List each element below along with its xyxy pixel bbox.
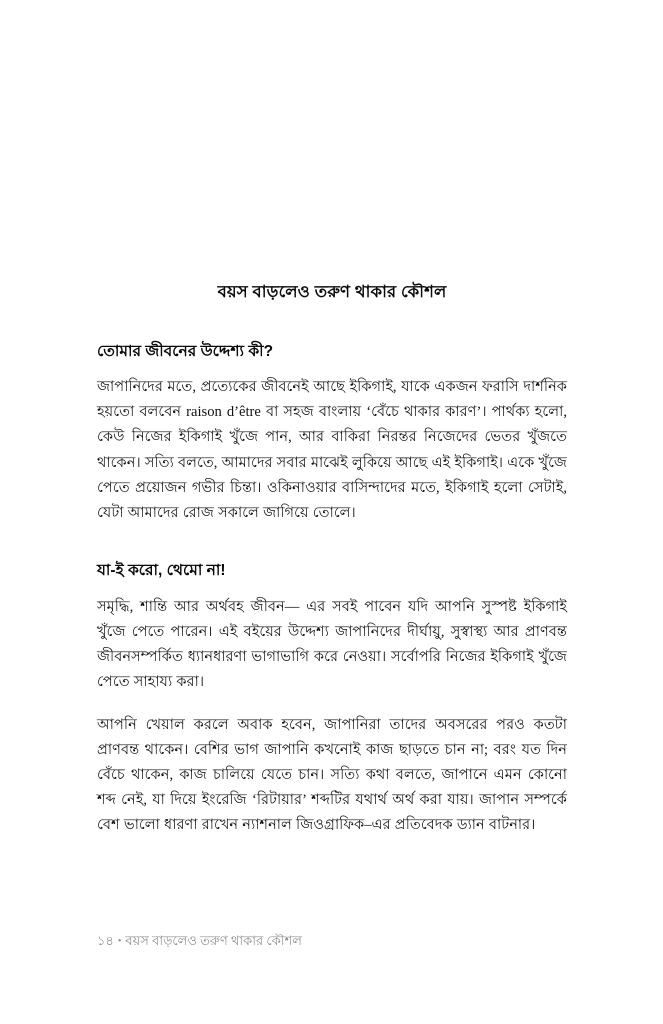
paragraph-text-after-latin: বা সহজ বাংলায় ‘বেঁচে থাকার কারণ’। পার্থক্য হলো, কেউ নিজের ইকিগাই খুঁজে পান, আর বাকিরা নিরন্তর নিজেদের ভেতর খুঁজতে থাকেন। সত্যি বলতে, আমাদের সবার মাঝেই লুকিয়ে আছে এই ইকিগাই। একে খুঁজে পেতে প্রয়োজন গভীর চিন্তা। ওকিনাওয়ার বাসিন্দাদের মতে, ইকিগাই হলো সেটাই, যেটা আমাদের রোজ সকালে জাগিয়ে তোলে। [97,404,567,521]
chapter-title: বয়স বাড়লেও তরুণ থাকার কৌশল [217,283,447,301]
paragraph-ikigai-definition [97,375,567,526]
paragraph-japanese-retirement: আপনি খেয়াল করলে অবাক হবেন, জাপানিরা তাদের অবসরের পরও কতটা প্রাণবন্ত থাকেন। বেশির ভাগ জাপানি কখনোই কাজ ছাড়তে চান না; বরং যত দিন বেঁচে থাকেন, কাজ চালিয়ে যেতে চান। সত্যি কথা বলতে, জাপানে এমন কোনো শব্দ নেই, যা দিয়ে ইংরেজি ‘রিটায়ার’ শব্দটির যথার্থ অর্থ করা যায়। জাপান সম্পর্কে বেশ ভালো ধারণা রাখেন ন্যাশনাল জিওগ্রাফিক–এর প্রতিবেদক ড্যান বাটনার। [97,716,567,834]
section-heading-purpose: তোমার জীবনের উদ্দেশ্য কী? [97,343,274,361]
page-number: ১৪ [97,933,114,948]
latin-phrase-raison-detre: raison d’être [186,404,261,421]
page-content-column [97,281,567,839]
footer-separator-bullet: • [117,936,122,948]
running-footer [97,932,567,950]
section-heading-keep-going: যা-ই করো, থেমো না! [97,562,226,580]
footer-running-title: বয়স বাড়লেও তরুণ থাকার কৌশল [125,933,302,948]
paragraph-book-purpose: সমৃদ্ধি, শান্তি আর অর্থবহ জীবন— এর সবই পাবেন যদি আপনি সুস্পষ্ট ইকিগাই খুঁজে পেতে পারেন। এই বইয়ের উদ্দেশ্য জাপানিদের দীর্ঘায়ু, সুস্বাস্থ্য আর প্রাণবন্ত জীবনসম্পর্কিত ধ্যানধারণা ভাগাভাগি করে নেওয়া। সর্বোপরি নিজের ইকিগাই খুঁজে পেতে সাহায্য করা। [97,598,567,691]
paragraph-text-before-latin: জাপানিদের মতে, প্রত্যেকের জীবনেই আছে ইকিগাই, যাকে একজন ফরাসি দার্শনিক হয়তো বলবেন [97,378,567,421]
